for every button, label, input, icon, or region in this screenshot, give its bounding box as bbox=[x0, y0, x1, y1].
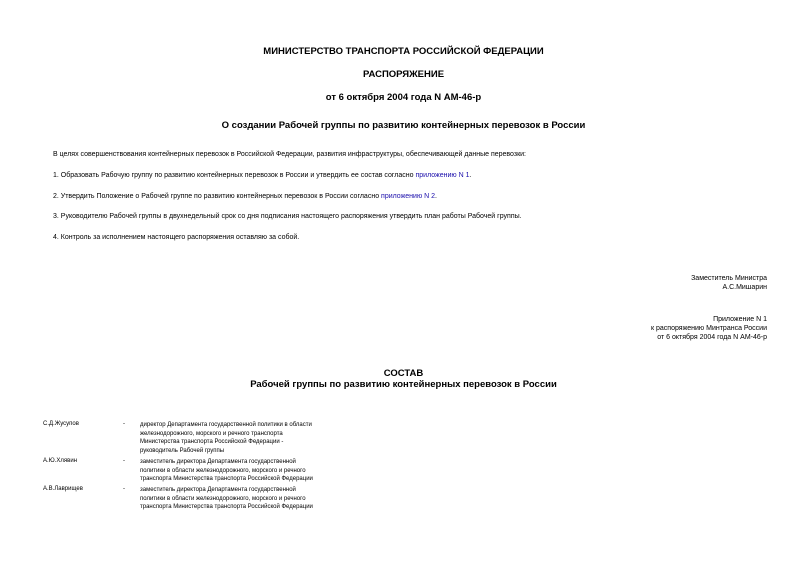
member-name: А.В.Лаврищев bbox=[43, 486, 83, 492]
member-description-line: транспорта Министерства транспорта Российской Федерации bbox=[140, 504, 313, 510]
appendix-reference-block bbox=[651, 315, 767, 343]
document-title: О создании Рабочей группы по развитию контейнерных перевозок в России bbox=[221, 120, 586, 131]
member-description-line: политики в области железнодорожного, морского и речного bbox=[140, 467, 306, 474]
appendix-2-link[interactable]: приложению N 2 bbox=[381, 193, 436, 200]
member-description-line: железнодорожного, морского и речного транспорта bbox=[140, 430, 283, 437]
preamble-paragraph: В целях совершенствования контейнерных перевозок в Российской Федерации, развития инфраструктуры, обеспечивающей данные перевозки: bbox=[53, 151, 526, 158]
item-1-paragraph bbox=[53, 172, 471, 179]
appendix-ref-order: к распоряжению Минтранса России bbox=[650, 325, 767, 333]
member-description bbox=[140, 421, 380, 455]
item-4-paragraph: 4. Контроль за исполнением настоящего распоряжения оставляю за собой. bbox=[53, 234, 300, 241]
item-3-paragraph: 3. Руководителю Рабочей группы в двухнедельный срок со дня подписания настоящего распоряжения утвердить план работы Рабочей группы. bbox=[53, 213, 522, 220]
appendix-1-link[interactable]: приложению N 1 bbox=[415, 172, 470, 179]
document-date-number: от 6 октября 2004 года N АМ-46-р bbox=[325, 92, 482, 103]
member-description-line: транспорта Министерства транспорта Российской Федерации bbox=[140, 476, 313, 482]
member-description-line: политики в области железнодорожного, морского и речного bbox=[140, 495, 306, 502]
member-dash: - bbox=[123, 486, 125, 492]
item-2-paragraph bbox=[53, 193, 437, 200]
composition-subheading: Рабочей группы по развитию контейнерных перевозок в России bbox=[250, 379, 557, 390]
item-1-end: . bbox=[469, 172, 472, 179]
signature-position: Заместитель Министра bbox=[691, 275, 767, 282]
member-description bbox=[140, 486, 380, 512]
member-dash: - bbox=[123, 458, 125, 464]
item-2-end: . bbox=[435, 193, 437, 200]
item-1-text: 1. Образовать Рабочую группу по развитию контейнерных перевозок в России и утвердить ее состав согласно bbox=[53, 172, 416, 179]
document-type: РАСПОРЯЖЕНИЕ bbox=[362, 69, 445, 80]
member-description-line: Министерства транспорта Российской Федерации - bbox=[140, 439, 284, 445]
member-description-line: руководитель Рабочей группы bbox=[140, 447, 225, 454]
signature-name: А.С.Мишарин bbox=[722, 284, 767, 292]
member-description-line: заместитель директора Департамента государственной bbox=[140, 487, 296, 493]
member-description-line: директор Департамента государственной политики в области bbox=[140, 422, 312, 428]
item-2-text: 2. Утвердить Положение о Рабочей группе по развитию контейнерных перевозок в России согласно bbox=[53, 193, 382, 200]
ministry-heading: МИНИСТЕРСТВО ТРАНСПОРТА РОССИЙСКОЙ ФЕДЕРАЦИИ bbox=[263, 46, 544, 57]
appendix-label: Приложение N 1 bbox=[713, 316, 767, 323]
member-description-line: заместитель директора Департамента государственной bbox=[140, 459, 296, 465]
signature-block bbox=[691, 274, 767, 292]
member-description bbox=[140, 458, 380, 484]
appendix-ref-date: от 6 октября 2004 года N АМ-46-р bbox=[657, 334, 767, 342]
composition-heading: СОСТАВ bbox=[383, 368, 424, 379]
member-name: А.Ю.Хлявин bbox=[43, 458, 78, 464]
member-dash: - bbox=[123, 421, 125, 427]
member-name: С.Д.Жусупов bbox=[43, 421, 79, 427]
